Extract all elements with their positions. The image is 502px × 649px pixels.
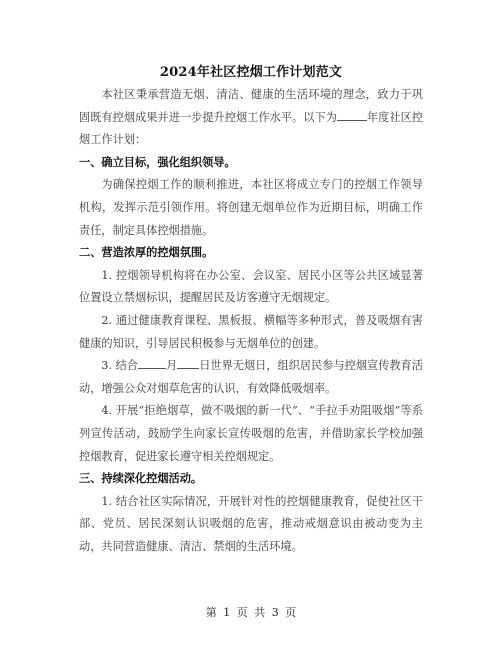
section-2-item-1: 1. 控烟领导机构将在办公室、会议室、居民小区等公共区域显著位置设立禁烟标识，提醒居民及访客遵守无烟规定。 (79, 268, 423, 305)
section-2-heading: 二、营造浓厚的控烟氛围。 (79, 246, 214, 260)
day-blank (177, 356, 199, 369)
month-blank (138, 356, 166, 369)
page-number-footer: 第 1 页 共 3 页 (205, 606, 297, 619)
section-2-item-3 (79, 355, 423, 400)
year-blank (337, 108, 367, 121)
section-2-item-2: 2. 通过健康教育课程、黑板报、横幅等多种形式，普及吸烟有害健康的知识，引导居民积极参与无烟单位的创建。 (79, 313, 423, 350)
item-3-text-c: 日世界无烟日，组织居民参与控烟宣传教育活动，增强公众对烟草危害的认识，有效降低吸烟率。 (79, 359, 423, 395)
section-1-heading: 一、确立目标，强化组织领导。 (79, 155, 236, 169)
intro-text-a: 本社区秉承营造无烟、清洁、健康的生活环境的理念，致力于巩固既有控烟成果并进一步提升控烟工作水平。以下为 (79, 88, 423, 124)
item-3-text-b: 月 (166, 359, 178, 373)
intro-text-b: 年度社区控烟工作计划： (79, 110, 423, 147)
intro-paragraph (79, 84, 423, 152)
document-title: 2024年社区控烟工作计划范文 (159, 65, 343, 80)
section-2-item-4: 4. 开展“拒绝烟草，做不吸烟的新一代”、“手拉手劝阻吸烟”等系列宣传活动，鼓励学生向家长宣传吸烟的危害，并借助家长学校加强控烟教育，促进家长遵守相关控烟规定。 (79, 404, 423, 463)
section-1-paragraph: 为确保控烟工作的顺利推进，本社区将成立专门的控烟工作领导机构，发挥示范引领作用。将创建无烟单位作为近期目标，明确工作责任，制定具体控烟措施。 (79, 178, 423, 237)
section-3-heading: 三、持续深化控烟活动。 (79, 472, 203, 486)
document-body (79, 84, 423, 558)
item-3-text-a: 3. 结合 (101, 359, 138, 373)
section-3-item-1: 1. 结合社区实际情况，开展针对性的控烟健康教育，促使社区干部、党员、居民深刻认识吸烟的危害，推动戒烟意识由被动变为主动，共同营造健康、清洁、禁烟的生活环境。 (79, 494, 423, 553)
